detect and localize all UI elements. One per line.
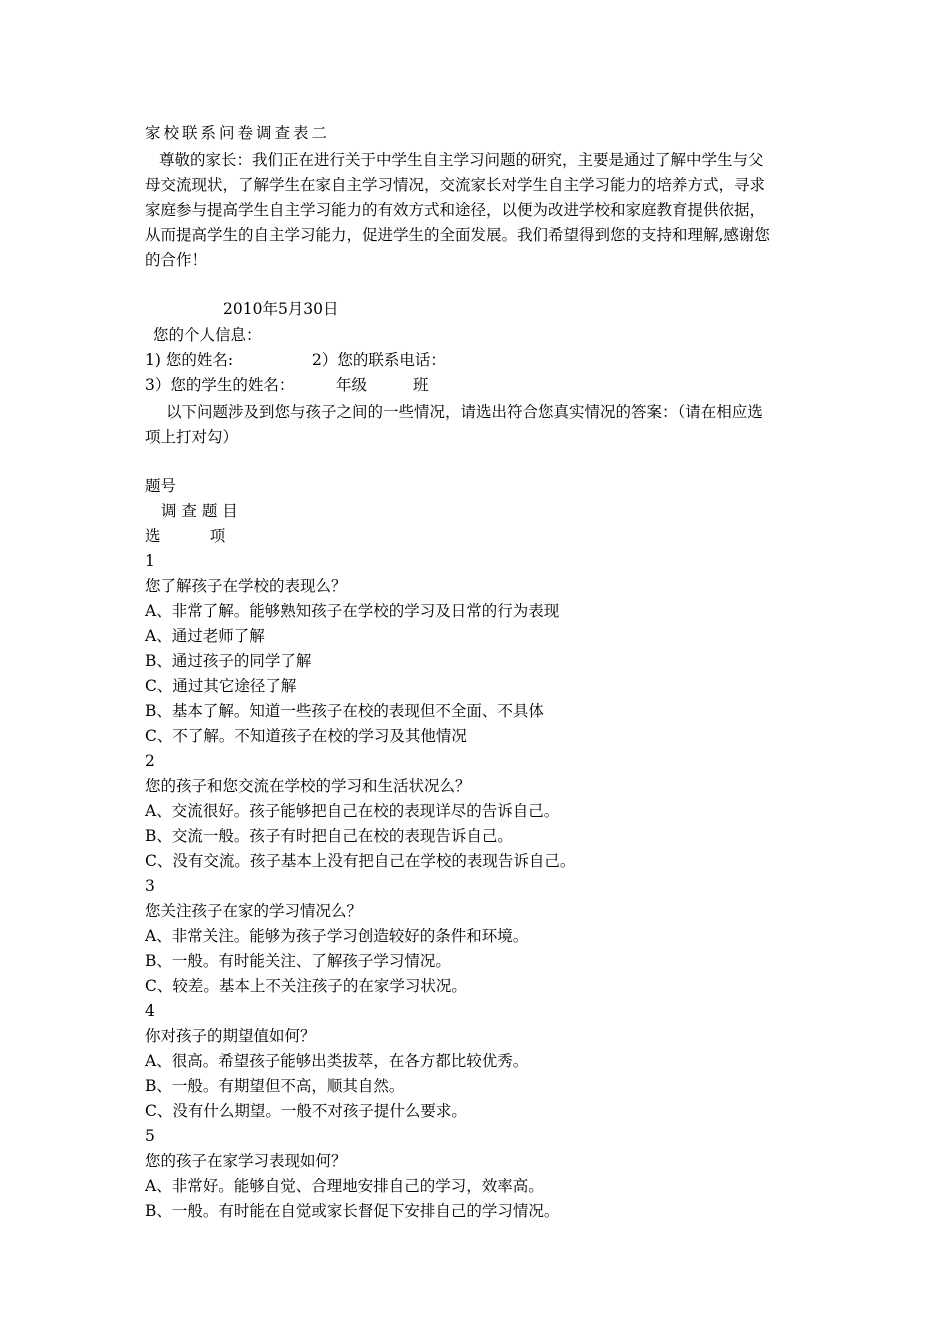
survey-date: 2010年5月30日 [223,300,339,318]
question-text: 您的孩子在家学习表现如何？ [145,1152,347,1170]
header-number: 题号 [145,477,177,495]
field-student-label: 3）您的学生的姓名： [145,376,295,394]
option-item: B、交流一般。孩子有时把自己在校的表现告诉自己。 [145,827,513,845]
document-title: 家校联系问卷调查表二 [145,124,331,142]
field-class-label: 班 [413,376,429,394]
intro-line: 母交流现状，了解学生在家自主学习情况，交流家长对学生自主学习能力的培养方式，寻求 [145,176,766,194]
option-item: A、非常好。能够自觉、合理地安排自己的学习，效率高。 [145,1177,544,1195]
instruction-line: 项上打对勾） [145,428,239,446]
field-name-label: 1) 您的姓名: [145,351,234,369]
option-item: A、通过老师了解 [145,627,265,645]
option-item: B、通过孩子的同学了解 [145,652,312,670]
option-item: A、非常关注。能够为孩子学习创造较好的条件和环境。 [145,927,529,945]
personal-info-heading: 您的个人信息： [153,326,262,344]
intro-line: 的合作！ [145,251,208,269]
option-item: B、一般。有期望但不高，顺其自然。 [145,1077,405,1095]
question-text: 您了解孩子在学校的表现么？ [145,577,347,595]
option-item: C、不了解。不知道孩子在校的学习及其他情况 [145,727,467,745]
option-item: C、通过其它途径了解 [145,677,297,695]
option-item: A、很高。希望孩子能够出类拔萃，在各方都比较优秀。 [145,1052,529,1070]
question-text: 您的孩子和您交流在学校的学习和生活状况么？ [145,777,471,795]
question-number: 2 [145,752,155,770]
question-text: 您关注孩子在家的学习情况么？ [145,902,363,920]
field-grade-label: 年级 [336,376,368,394]
option-item: B、一般。有时能关注、了解孩子学习情况。 [145,952,451,970]
option-item: A、非常了解。能够熟知孩子在学校的学习及日常的行为表现 [145,602,560,620]
question-number: 4 [145,1002,155,1020]
option-item: C、没有交流。孩子基本上没有把自己在学校的表现告诉自己。 [145,852,576,870]
question-number: 1 [145,552,155,570]
option-item: B、一般。有时能在自觉或家长督促下安排自己的学习情况。 [145,1202,560,1220]
option-item: C、较差。基本上不关注孩子的在家学习状况。 [145,977,467,995]
intro-line: 家庭参与提高学生自主学习能力的有效方式和途径，以便为改进学校和家庭教育提供依据， [145,201,766,219]
intro-line: 从而提高学生的自主学习能力，促进学生的全面发展。我们希望得到您的支持和理解,感谢您 [145,226,770,244]
option-item: B、基本了解。知道一些孩子在校的表现但不全面、不具体 [145,702,544,720]
header-question: 调 查 题 目 [161,502,238,520]
option-item: A、交流很好。孩子能够把自己在校的表现详尽的告诉自己。 [145,802,560,820]
intro-line: 尊敬的家长：我们正在进行关于中学生自主学习问题的研究，主要是通过了解中学生与父 [159,151,764,169]
question-number: 5 [145,1127,155,1145]
instruction-line: 以下问题涉及到您与孩子之间的一些情况，请选出符合您真实情况的答案：（请在相应选 [166,403,763,421]
question-text: 你对孩子的期望值如何？ [145,1027,316,1045]
header-options: 选 项 [145,527,226,545]
option-item: C、没有什么期望。一般不对孩子提什么要求。 [145,1102,467,1120]
field-phone-label: 2）您的联系电话： [312,351,446,369]
question-number: 3 [145,877,155,895]
